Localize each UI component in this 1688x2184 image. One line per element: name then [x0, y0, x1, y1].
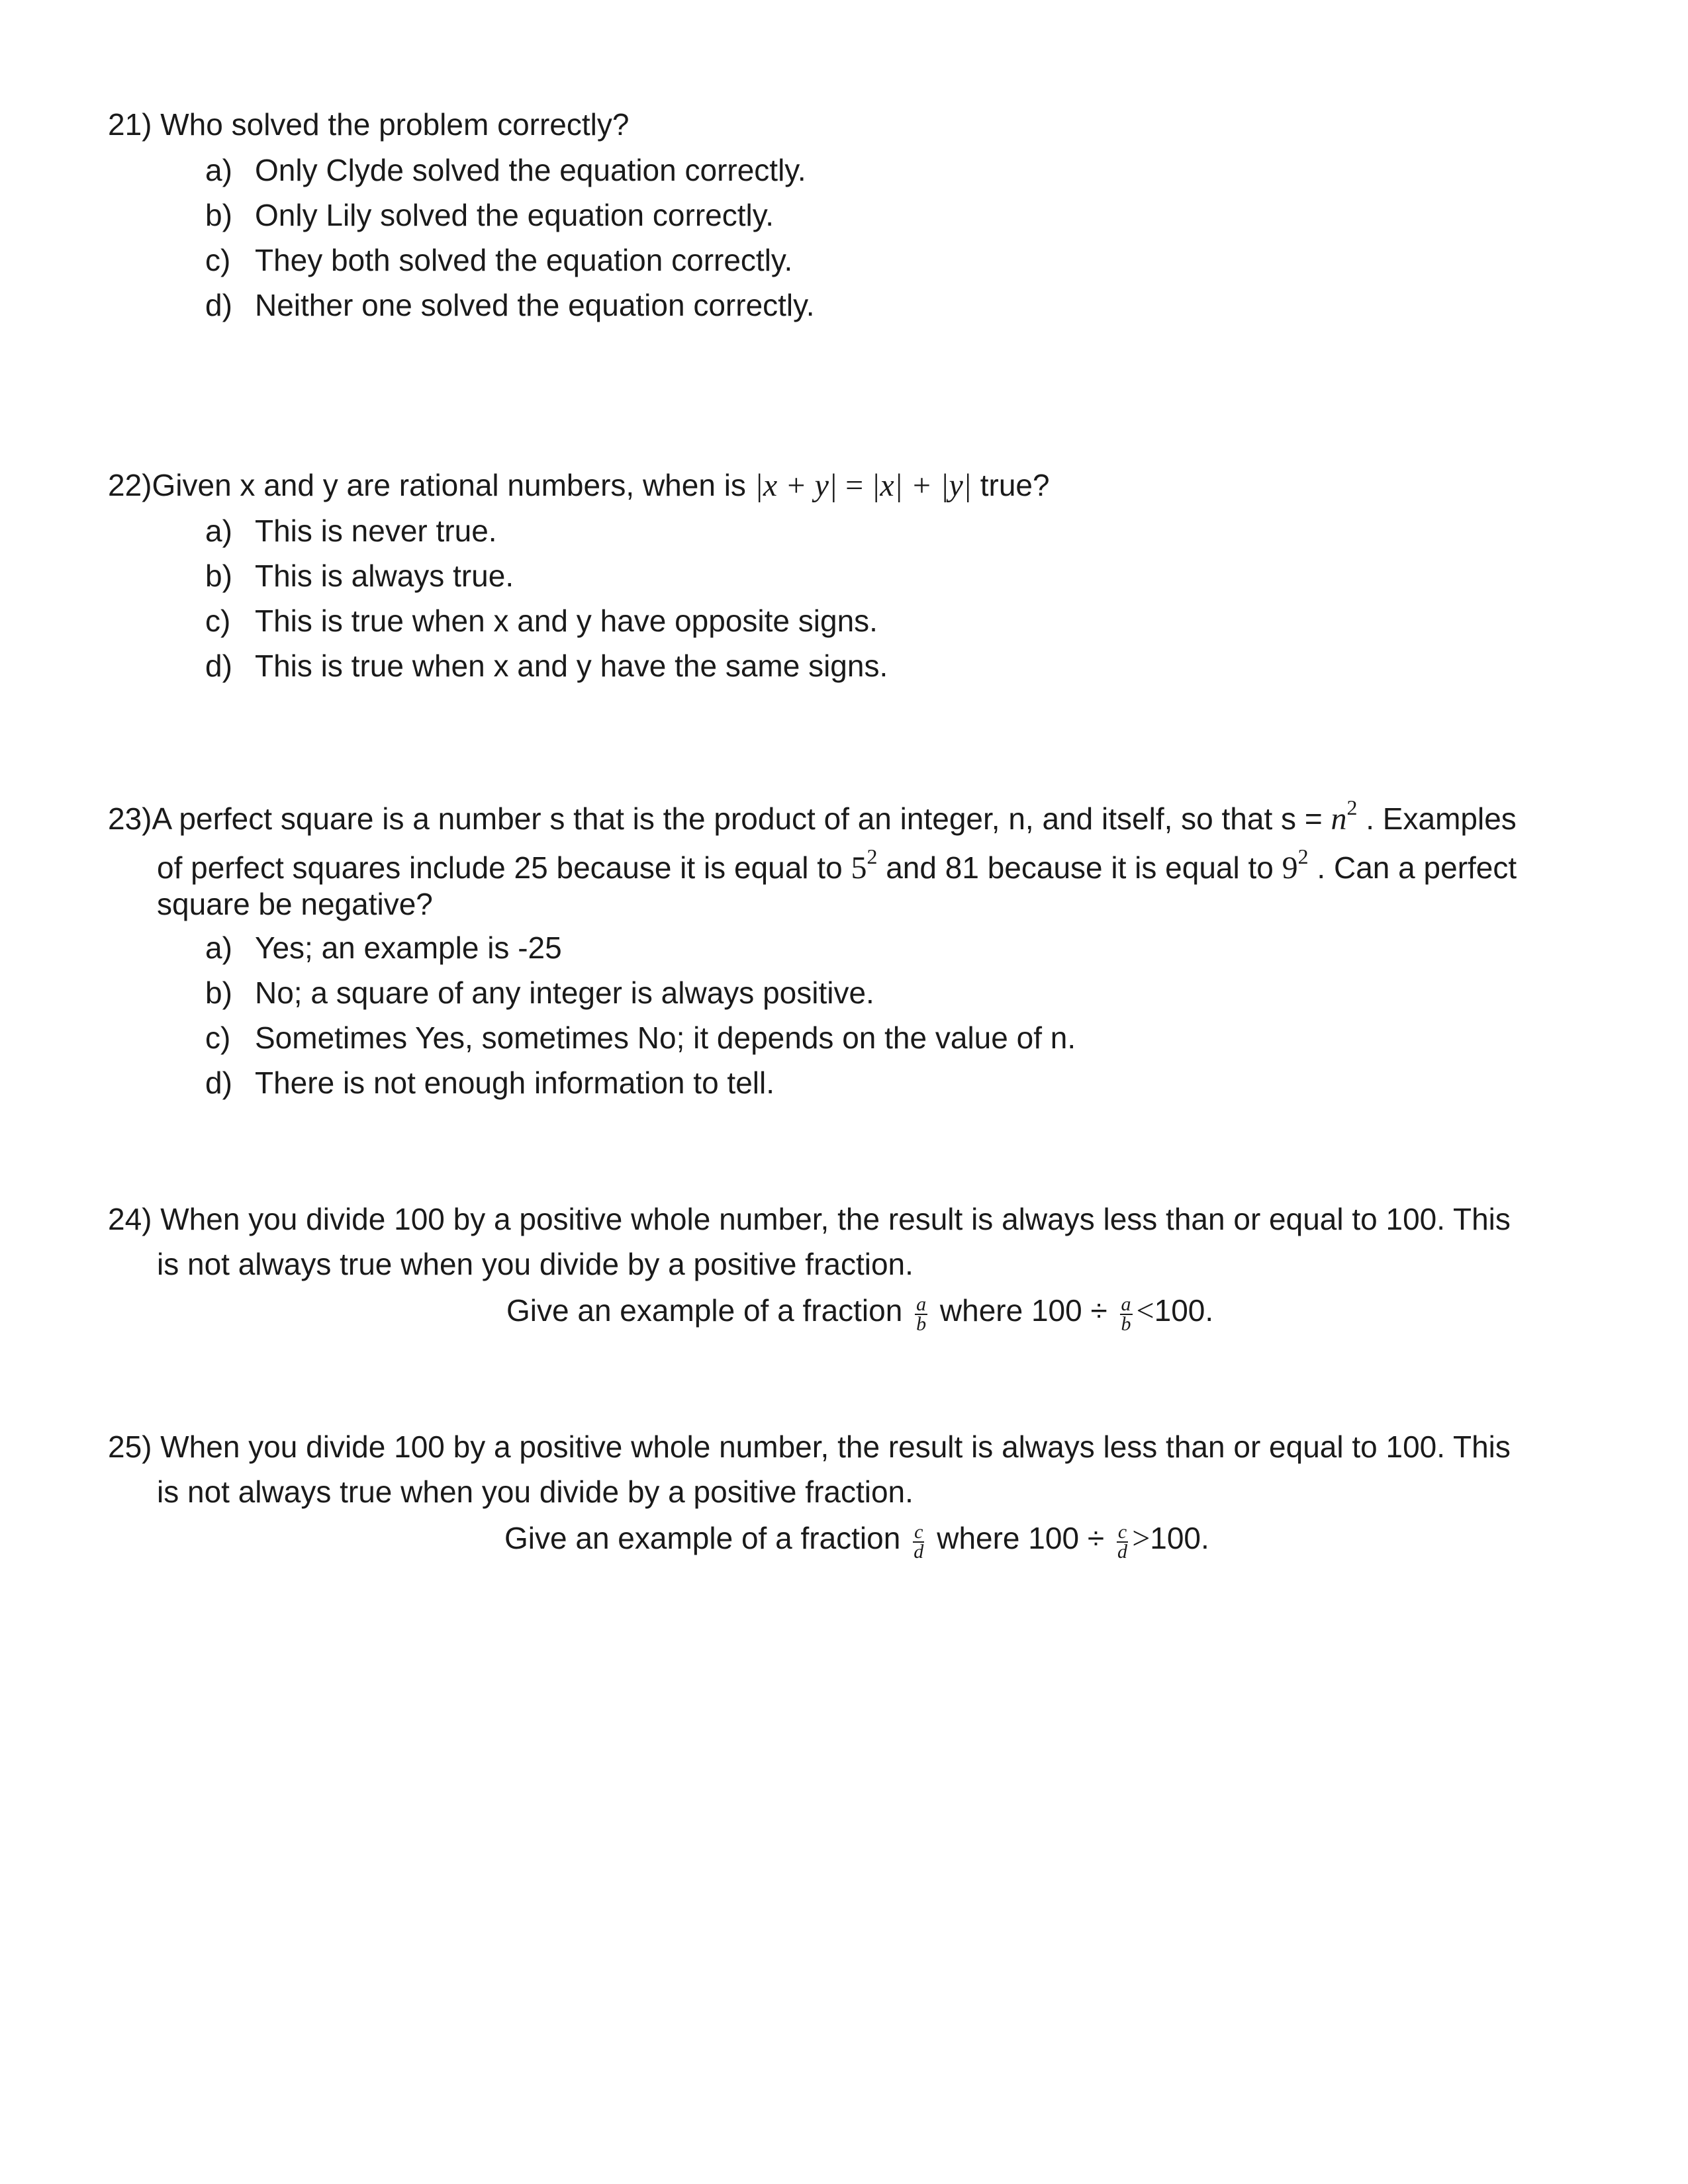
divide-sign: ÷ [1087, 1521, 1105, 1555]
option-letter: c) [205, 604, 231, 638]
expr-left: |x + y| [754, 468, 838, 503]
option-text: There is not enough information to tell. [255, 1066, 775, 1100]
option-letter: d) [205, 288, 232, 322]
option-text: Neither one solved the equation correctly. [255, 288, 815, 322]
option-text: No; a square of any integer is always positive. [255, 976, 874, 1010]
option-text: This is never true. [255, 514, 497, 548]
fraction-c-over-d [1117, 1523, 1128, 1561]
q22-option-a [205, 511, 497, 551]
fraction-numerator: c [914, 1521, 923, 1543]
exponent: 2 [867, 844, 878, 868]
fraction-denominator: b [916, 1313, 927, 1335]
q21-option-a [205, 150, 806, 190]
question-text: Given x and y are rational numbers, when is [152, 468, 755, 502]
option-letter: a) [205, 931, 232, 965]
exponent: 2 [1297, 844, 1309, 868]
q23-line-2 [157, 837, 1517, 888]
greater-than-sign: > [1132, 1521, 1150, 1556]
question-text: and 81 because it is equal to [877, 850, 1282, 885]
fraction-numerator: c [1117, 1521, 1127, 1543]
q24-line-1: 24) When you divide 100 by a positive whole number, the result is always less than or equal to 100. This [108, 1202, 1511, 1236]
q24-line-2: is not always true when you divide by a positive fraction. [157, 1247, 914, 1281]
option-text: This is true when x and y have the same signs. [255, 649, 888, 683]
fraction-denominator: b [1121, 1313, 1131, 1335]
fraction-a-over-b [1120, 1295, 1133, 1334]
option-letter: a) [205, 514, 232, 548]
prompt-text: Give an example of a fraction [506, 1293, 912, 1328]
q21-option-d [205, 285, 815, 325]
fraction-numerator: a [1121, 1293, 1131, 1315]
q21-question: 21) Who solved the problem correctly? [108, 107, 630, 142]
option-text: This is always true. [255, 559, 514, 593]
exponent: 2 [1346, 796, 1358, 819]
expr-right: |x| + |y| [871, 468, 972, 503]
result-value: 100. [1150, 1521, 1209, 1555]
prompt-text: where 100 [931, 1293, 1091, 1328]
base-9: 9 [1282, 850, 1298, 886]
q23-option-d [205, 1063, 774, 1103]
fraction-denominator: d [914, 1541, 924, 1563]
option-text: They both solved the equation correctly. [255, 243, 793, 277]
option-letter: d) [205, 649, 232, 683]
q23-option-a [205, 928, 562, 968]
q23-line-1 [108, 788, 1517, 839]
option-letter: c) [205, 243, 231, 277]
question-text: of perfect squares include 25 because it is equal to [157, 850, 851, 885]
fraction-denominator: d [1117, 1541, 1128, 1563]
var-n: n [1331, 801, 1347, 837]
fraction-numerator: a [916, 1293, 927, 1315]
option-text: Only Lily solved the equation correctly. [255, 198, 774, 232]
option-letter: b) [205, 198, 232, 232]
less-than-sign: < [1136, 1293, 1154, 1328]
question-number: 22) [108, 468, 152, 502]
question-number: 23) [108, 801, 152, 836]
question-text: . Examples [1357, 801, 1517, 836]
question-text: . Can a perfect [1308, 850, 1517, 885]
option-text: Sometimes Yes, sometimes No; it depends on the value of n. [255, 1021, 1076, 1055]
q21-option-c [205, 240, 792, 280]
q22-question [108, 465, 1050, 506]
option-letter: c) [205, 1021, 231, 1055]
q24-prompt [506, 1291, 1213, 1334]
q21-option-b [205, 195, 774, 235]
question-suffix: true? [971, 468, 1050, 502]
question-text: A perfect square is a number s that is the product of an integer, n, and itself, so that s = [152, 801, 1331, 836]
fraction-a-over-b [915, 1295, 927, 1334]
q25-line-2: is not always true when you divide by a positive fraction. [157, 1475, 914, 1509]
divide-sign: ÷ [1090, 1293, 1107, 1328]
base-5: 5 [851, 850, 867, 886]
expr-equals: = [837, 468, 872, 503]
result-value: 100. [1154, 1293, 1214, 1328]
option-text: Yes; an example is -25 [255, 931, 562, 965]
option-letter: b) [205, 976, 232, 1010]
q22-option-d [205, 646, 888, 686]
prompt-text: where 100 [928, 1521, 1088, 1555]
option-letter: a) [205, 153, 232, 187]
option-text: This is true when x and y have opposite signs. [255, 604, 878, 638]
q22-option-c [205, 601, 878, 641]
fraction-c-over-d [913, 1523, 924, 1561]
option-text: Only Clyde solved the equation correctly. [255, 153, 806, 187]
option-letter: b) [205, 559, 232, 593]
q23-option-c [205, 1018, 1076, 1058]
option-letter: d) [205, 1066, 232, 1100]
q23-line-3: square be negative? [157, 887, 433, 921]
prompt-text: Give an example of a fraction [504, 1521, 910, 1555]
q25-prompt [504, 1518, 1209, 1561]
q22-option-b [205, 556, 514, 596]
q25-line-1: 25) When you divide 100 by a positive whole number, the result is always less than or equal to 100. This [108, 1430, 1511, 1464]
q23-option-b [205, 973, 874, 1013]
